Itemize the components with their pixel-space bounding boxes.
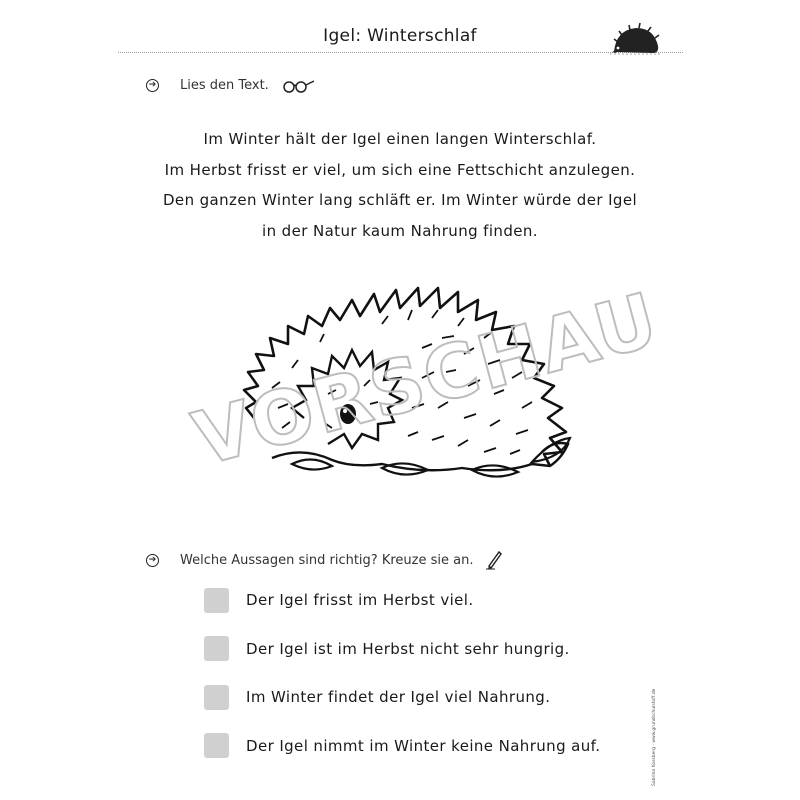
title-divider bbox=[118, 52, 683, 53]
statement-text: Der Igel ist im Herbst nicht sehr hungrig. bbox=[246, 639, 570, 658]
reading-line: Den ganzen Winter lang schläft er. Im Winter würde der Igel bbox=[162, 191, 638, 209]
statement-item bbox=[204, 636, 600, 662]
instruction-check bbox=[146, 550, 503, 570]
reading-line: Im Herbst frisst er viel, um sich eine Fettschicht anzulegen. bbox=[164, 160, 636, 179]
reading-line: in der Natur kaum Nahrung finden. bbox=[262, 221, 538, 240]
statement-checkbox[interactable] bbox=[204, 588, 229, 613]
reading-text bbox=[0, 124, 800, 246]
glasses-icon bbox=[281, 79, 315, 93]
statement-item bbox=[204, 733, 600, 759]
hedgehog-icon bbox=[606, 22, 662, 56]
page-title: Igel: Winterschlaf bbox=[323, 26, 477, 46]
author-credit: Sabrina Kossberg · www.grundschulstoff.de bbox=[652, 688, 657, 786]
instruction-read-text: Lies den Text. bbox=[180, 78, 269, 93]
statement-checkbox[interactable] bbox=[204, 733, 229, 758]
arrow-right-icon: ➔ bbox=[146, 554, 159, 567]
preview-watermark: VORSCHAU bbox=[185, 276, 668, 484]
reading-line: Im Winter hält der Igel einen langen Winterschlaf. bbox=[203, 130, 597, 148]
statement-text: Im Winter findet der Igel viel Nahrung. bbox=[246, 688, 551, 706]
statement-item bbox=[204, 587, 600, 613]
instruction-read bbox=[146, 78, 315, 93]
statement-text: Der Igel frisst im Herbst viel. bbox=[246, 591, 474, 609]
instruction-check-text: Welche Aussagen sind richtig? Kreuze sie an. bbox=[180, 552, 474, 568]
arrow-right-icon: ➔ bbox=[146, 79, 159, 92]
statement-list bbox=[204, 587, 600, 781]
statement-item bbox=[204, 684, 600, 710]
statement-checkbox[interactable] bbox=[204, 636, 229, 661]
pencil-icon bbox=[485, 550, 503, 570]
statement-checkbox[interactable] bbox=[204, 685, 229, 710]
statement-text: Der Igel nimmt im Winter keine Nahrung auf. bbox=[246, 736, 601, 755]
